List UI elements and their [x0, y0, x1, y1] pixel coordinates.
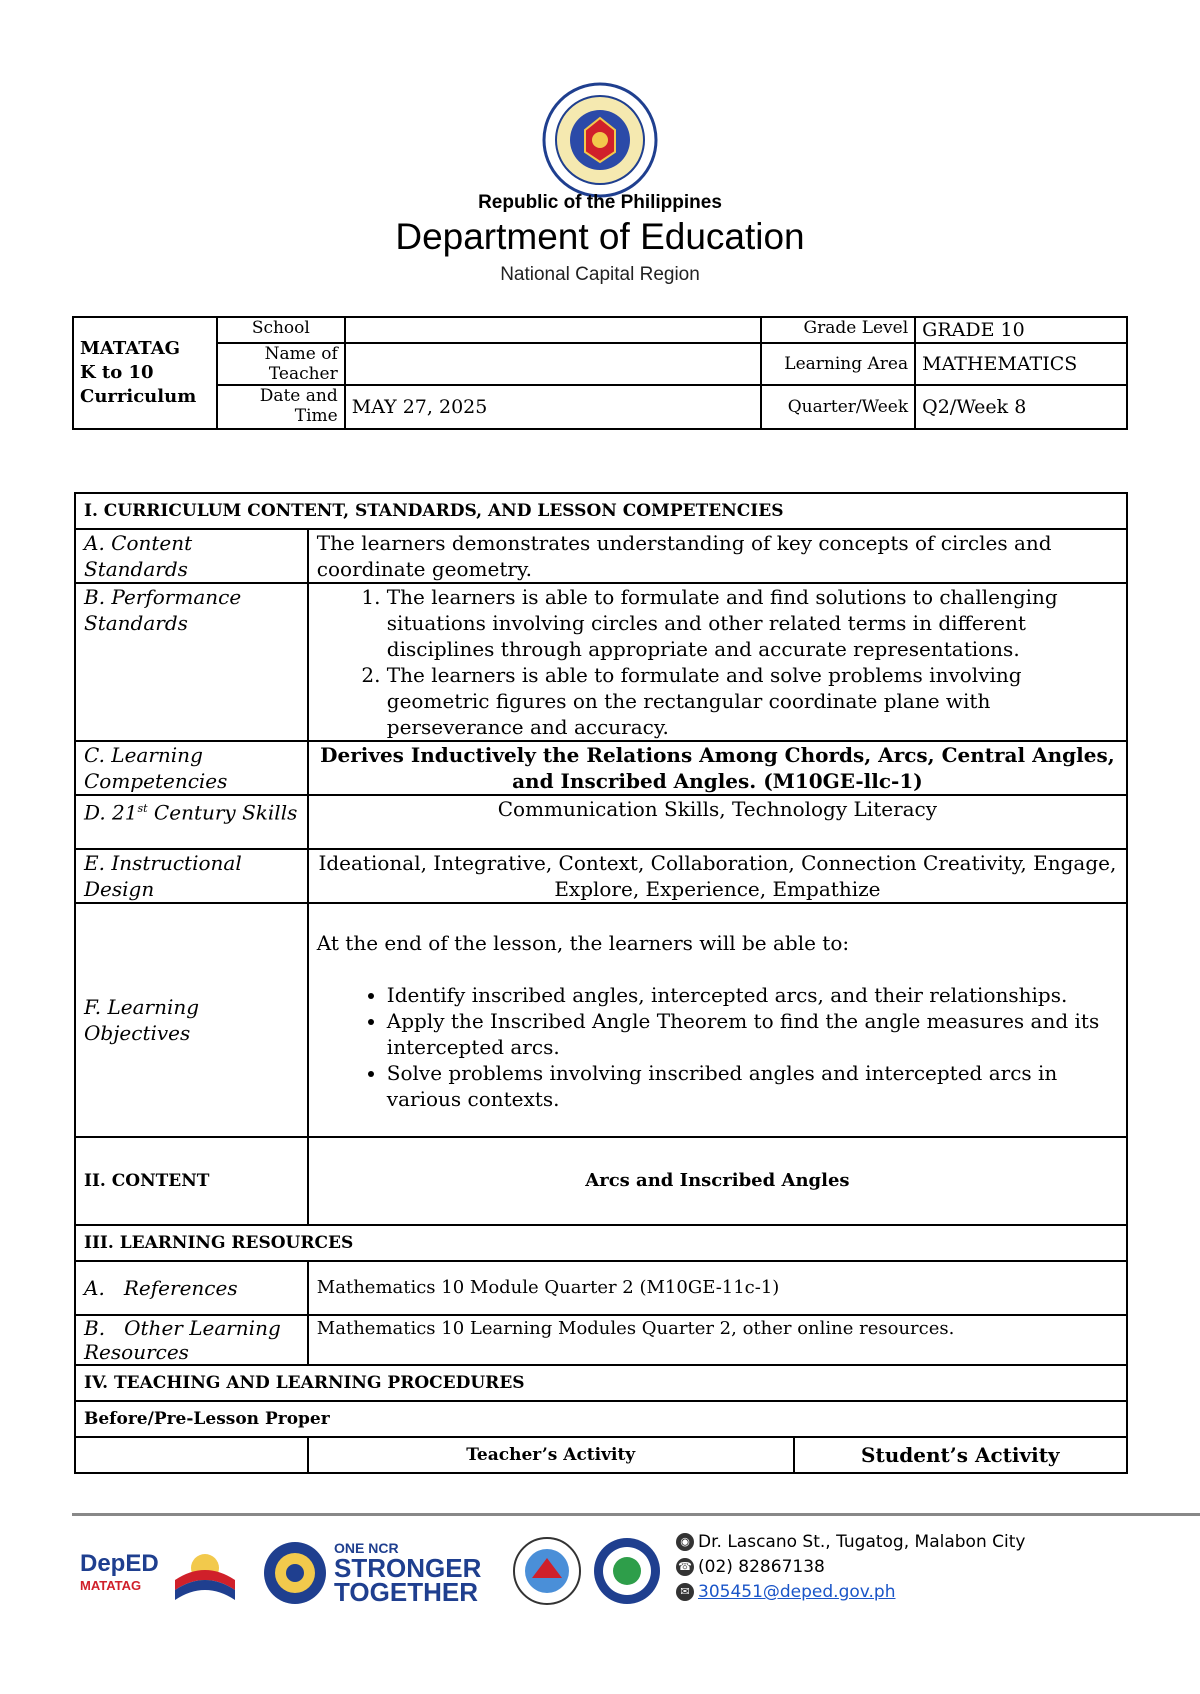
- content-topic: Arcs and Inscribed Angles: [308, 1137, 1127, 1225]
- list-item: 1. The learners is able to formulate and find solutions to challenging situations involving circles and other related terms in different disciplines through appropriate and accurate representations.: [387, 584, 1118, 662]
- teacher-activity-header: Teacher’s Activity: [308, 1437, 794, 1473]
- lesson-plan-table: [74, 492, 1128, 1474]
- references-label: A. References: [75, 1261, 308, 1315]
- department-title: Department of Education: [395, 216, 805, 257]
- deped-matatag-logo: DepED MATATAG: [80, 1550, 159, 1593]
- date-label: Date and Time: [217, 385, 345, 429]
- teacher-label: Name of Teacher: [217, 343, 345, 385]
- list-item: • Apply the Inscribed Angle Theorem to find the angle measures and its intercepted arcs.: [387, 1008, 1118, 1060]
- performance-standards-list: [308, 583, 1127, 741]
- references-text: Mathematics 10 Module Quarter 2 (M10GE-11c-1): [308, 1261, 1127, 1315]
- section-2-title: II. CONTENT: [75, 1137, 308, 1225]
- footer-divider: [72, 1513, 1200, 1516]
- quarter-week-value: Q2/Week 8: [915, 385, 1127, 429]
- region-subtitle: National Capital Region: [500, 264, 700, 285]
- learning-objectives-cell: [308, 903, 1127, 1137]
- learning-objectives-label: F. Learning Objectives: [75, 903, 308, 1137]
- phone-icon: ☎: [676, 1558, 694, 1576]
- school-value: [345, 317, 762, 343]
- section-1-title: I. CURRICULUM CONTENT, STANDARDS, AND LESSON COMPETENCIES: [75, 493, 1127, 529]
- one-ncr-logo: ONE NCR STRONGER TOGETHER: [334, 1540, 482, 1607]
- deped-seal-logo: [540, 80, 660, 200]
- teacher-value: [345, 343, 762, 385]
- list-item: • Solve problems involving inscribed angles and intercepted arcs in various contexts.: [387, 1060, 1118, 1112]
- tugatog-school-logo: [592, 1536, 662, 1606]
- content-standards-label: A. Content Standards: [75, 529, 308, 583]
- grade-level-value: GRADE 10: [915, 317, 1127, 343]
- century-skills-text: Communication Skills, Technology Literacy: [308, 795, 1127, 849]
- school-label: School: [217, 317, 345, 343]
- grade-level-label: Grade Level: [761, 317, 915, 343]
- bagong-pilipinas-logo: [170, 1540, 240, 1606]
- division-seal-logo: [262, 1540, 328, 1606]
- location-icon: ◉: [676, 1533, 694, 1551]
- school-seal-logo: [512, 1536, 582, 1606]
- student-activity-header: Student’s Activity: [794, 1437, 1127, 1473]
- section-4-title: IV. TEACHING AND LEARNING PROCEDURES: [75, 1365, 1127, 1401]
- instructional-design-text: Ideational, Integrative, Context, Collaboration, Connection Creativity, Engage, Explore, Experience, Empathize: [308, 849, 1127, 903]
- list-item: • Identify inscribed angles, intercepted arcs, and their relationships.: [387, 982, 1118, 1008]
- contact-email: [676, 1582, 896, 1602]
- contact-phone: ☎ (02) 82867138: [676, 1557, 825, 1577]
- learning-competencies-text: Derives Inductively the Relations Among Chords, Arcs, Central Angles, and Inscribed Angles. (M10GE-llc-1): [308, 741, 1127, 795]
- republic-heading: Republic of the Philippines: [478, 192, 722, 213]
- section-3-title: III. LEARNING RESOURCES: [75, 1225, 1127, 1261]
- learning-area-label: Learning Area: [761, 343, 915, 385]
- content-standards-text: The learners demonstrates understanding of key concepts of circles and coordinate geometry.: [308, 529, 1127, 583]
- curriculum-label: MATATAG K to 10 Curriculum: [73, 317, 217, 429]
- other-resources-label: B. Other Learning Resources: [75, 1315, 308, 1365]
- empty-cell: [75, 1437, 308, 1473]
- quarter-week-label: Quarter/Week: [761, 385, 915, 429]
- other-resources-text: Mathematics 10 Learning Modules Quarter 2, other online resources.: [308, 1315, 1127, 1365]
- century-skills-label: D. 21st Century Skills: [75, 795, 308, 849]
- learning-area-value: MATHEMATICS: [915, 343, 1127, 385]
- date-value: MAY 27, 2025: [345, 385, 762, 429]
- performance-standards-label: B. Performance Standards: [75, 583, 308, 741]
- email-icon: ✉: [676, 1583, 694, 1601]
- learning-competencies-label: C. Learning Competencies: [75, 741, 308, 795]
- contact-address: ◉ Dr. Lascano St., Tugatog, Malabon City: [676, 1532, 1025, 1552]
- learning-objectives-intro: At the end of the lesson, the learners will be able to:: [316, 931, 850, 955]
- list-item: 2. The learners is able to formulate and solve problems involving geometric figures on the rectangular coordinate plane with perseverance and accuracy.: [387, 662, 1118, 740]
- email-link[interactable]: 305451@deped.gov.ph: [698, 1582, 896, 1602]
- lesson-info-table: [72, 316, 1128, 430]
- pre-lesson-title: Before/Pre-Lesson Proper: [75, 1401, 1127, 1437]
- instructional-design-label: E. Instructional Design: [75, 849, 308, 903]
